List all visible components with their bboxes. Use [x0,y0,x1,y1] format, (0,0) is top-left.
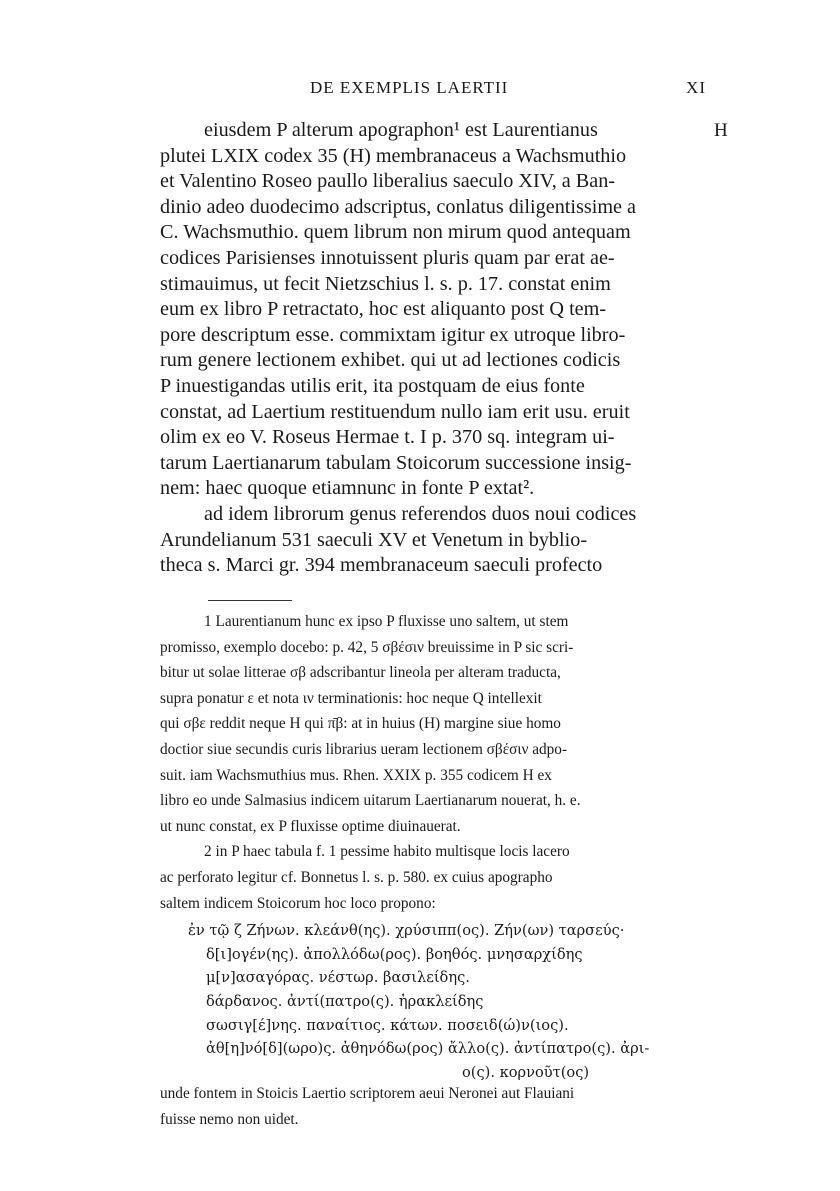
footnote-1-line: suit. iam Wachsmuthius mus. Rhen. XXIX p. 355 codicem H ex [160,766,552,784]
footnote-1-line: ut nunc constat, ex P fluxisse optime diuinauerat. [160,817,461,835]
text-line: pore descriptum esse. commixtam igitur ex utroque libro- [160,323,626,346]
running-header [160,78,708,102]
text-line: et Valentino Roseo paullo liberalius saeculo XIV, a Ban- [160,170,616,193]
footnotes [160,612,708,1135]
text-line: C. Wachsmuthio. quem librum non mirum quod antequam [160,221,631,244]
footnote-closing-line: unde fontem in Stoicis Laertio scriptorem aeui Neronei aut Flauiani [160,1085,575,1103]
footnote-2-line: saltem indicem Stoicorum hoc loco propono: [160,894,436,912]
footnote-1-line: promisso, exemplo docebo: p. 42, 5 σβέσιν breuissime in P sic scri- [160,638,574,656]
footnote-1-line: bitur ut solae litterae σβ adscribantur lineola per alteram traducta, [160,664,561,682]
text-line: constat, ad Laertium restituendum nullo iam erit usu. eruit [160,400,630,423]
text-line: codices Parisienses innotuissent pluris quam par erat ae- [160,246,615,269]
greek-index-line: δάρδανος. ἀντί(πατρο(ς). ἡρακλείδης [206,992,484,1010]
greek-index-line: δ[ι]ογέν(ης). ἀπολλόδω(ρος). βοηθός. μνησαρχίδης [206,945,583,963]
margin-siglum: H [714,120,728,141]
greek-index-line: ἐν τῷ ζ Ζήνων. κλεάνθ(ης). χρύσιππ(ος). Ζήν(ων) ταρσεύς· [188,922,625,940]
greek-index-line: ἀθ[η]νό[δ](ωρο)ς. ἀθηνόδω(ρος) ἄλλο(ς). ἀντίπατρο(ς). ἀρι- [206,1040,650,1058]
main-text [160,118,708,579]
footnote-1-line: doctior siue secundis curis librarius ueram lectionem σβέσιν adpo- [160,740,568,758]
text-line: nem: haec quoque etiamnunc in fonte P extat². [160,477,535,500]
footnote-rule [208,600,292,601]
text-line: eum ex libro P retractato, hoc est aliquanto post Q tem- [160,298,607,321]
greek-index-line: σωσιγ[έ]νης. παναίτιος. κάτων. ποσειδ(ώ)ν(ιος). [206,1016,569,1034]
footnote-1-line: supra ponatur ε et nota ιν terminationis: hoc neque Q intellexit [160,689,542,707]
footnote-1-line: 1 Laurentianum hunc ex ipso P fluxisse uno saltem, ut stem [204,613,569,630]
text-line: dinio adeo duodecimo adscriptus, conlatus diligentissime a [160,195,636,218]
text-line: P inuestigandas utilis erit, ita postquam de eius fonte [160,374,585,397]
text-line: olim ex eo V. Roseus Hermae t. I p. 370 sq. integram ui- [160,426,615,449]
footnote-closing-line: fuisse nemo non uidet. [160,1110,299,1128]
running-title: DE EXEMPLIS LAERTII [310,78,509,97]
text-line: eiusdem P alterum apographon¹ est Laurentianus [204,119,598,141]
footnote-1-line: qui σβε reddit neque H qui π̄β: at in huius (H) margine siue homo [160,715,561,733]
footnote-2-line: ac perforato legitur cf. Bonnetus l. s. p. 580. ex cuius apographo [160,868,553,886]
text-line: Arundelianum 531 saeculi XV et Venetum in byblio- [160,528,588,551]
text-line: stimauimus, ut fecit Nietzschius l. s. p. 17. constat enim [160,272,611,295]
footnote-2-line: 2 in P haec tabula f. 1 pessime habito multisque locis lacero [204,843,570,861]
text-line: tarum Laertianarum tabulam Stoicorum successione insig- [160,451,632,474]
text-line: plutei LXIX codex 35 (H) membranaceus a Wachsmuthio [160,144,627,167]
greek-index-line: ο(ς). κορνοῦτ(ος) [462,1063,590,1081]
text-line: rum genere lectionem exhibet. qui ut ad lectiones codicis [160,349,621,372]
text-line: theca s. Marci gr. 394 membranaceum saeculi profecto [160,554,603,577]
footnote-1-line: libro eo unde Salmasius indicem uitarum Laertianarum nouerat, h. e. [160,792,581,810]
greek-index-line: μ[ν]ασαγόρας. νέστωρ. βασιλείδης. [206,969,470,987]
text-line: ad idem librorum genus referendos duos noui codices [204,502,637,525]
page-number: XI [686,78,706,97]
